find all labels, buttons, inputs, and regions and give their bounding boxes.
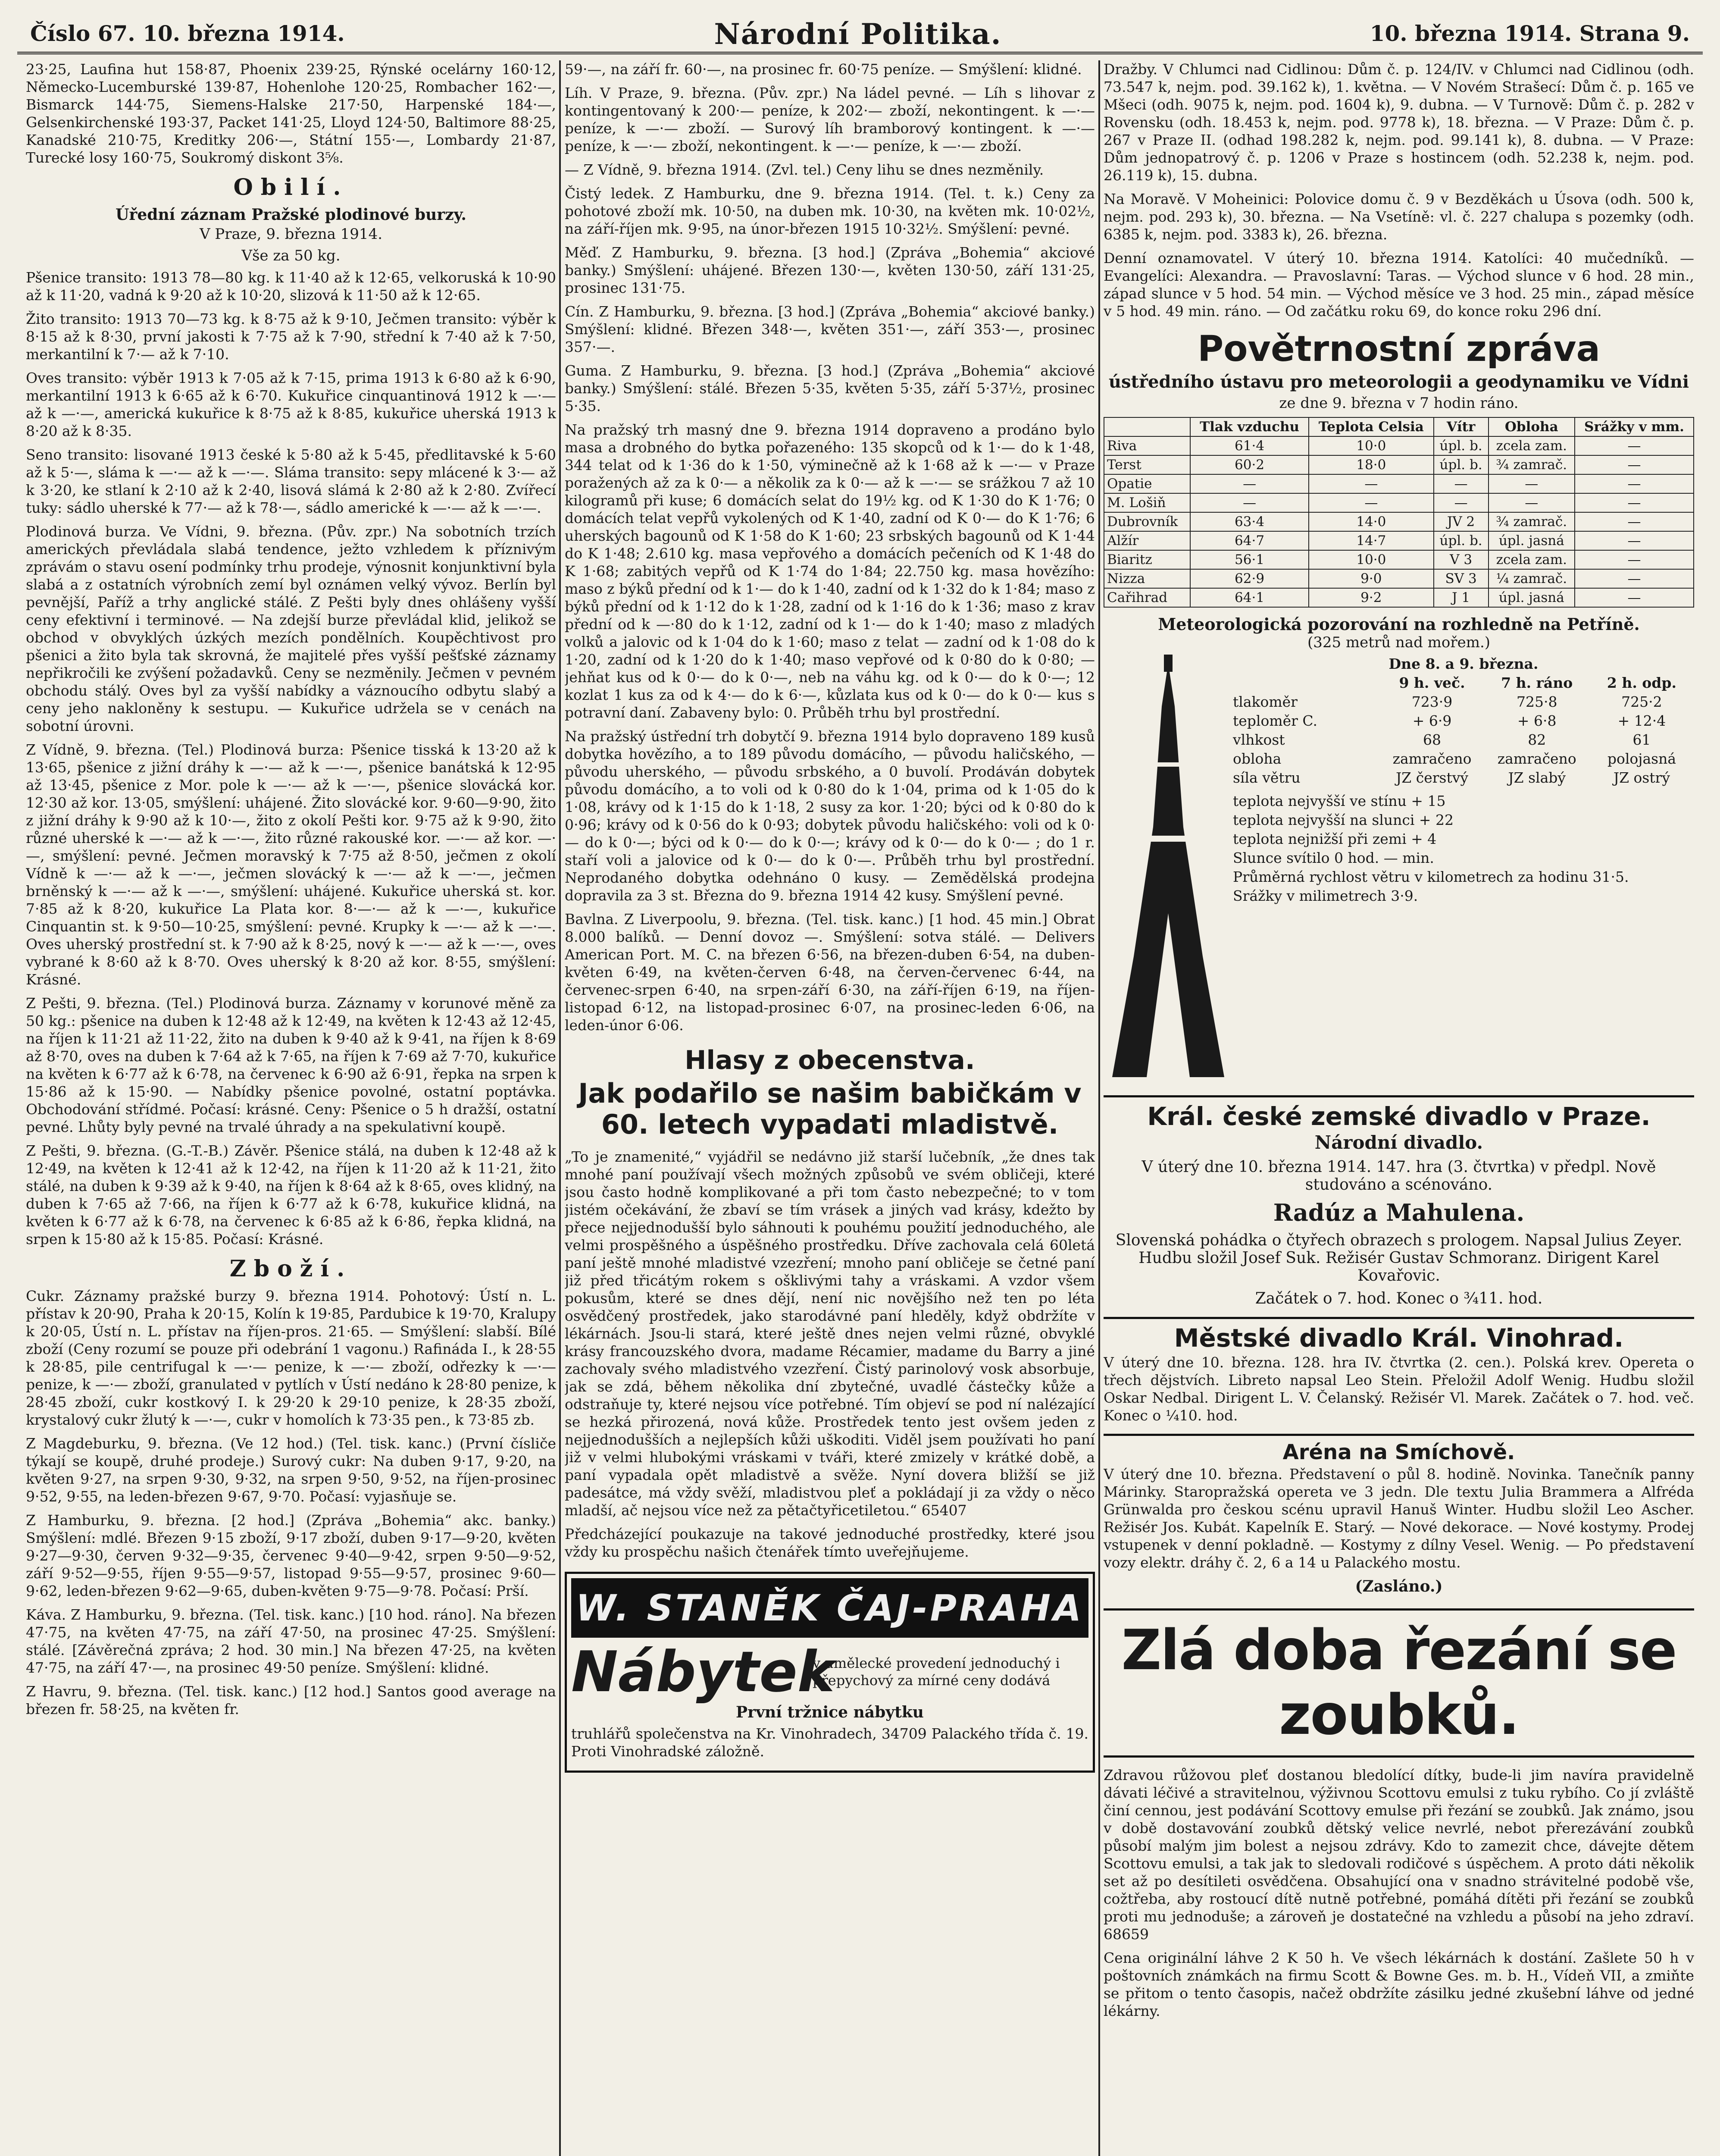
- article-paragraph: Na pražský ústřední trh dobytčí 9. března 1914 bylo dopraveno 189 kusů dobytka hovězího, a to 189 původu domácího, — původu haličského, — původu uherského, — původu srbského, a 0 buvolí. Prodáván dobytek původu domácího, a to voli od k 0·80 do k 1·04, prima od k 1·05 do k 1·08, krávy od k 1·15 do k 1·18, 2 susy za kor. 1·20; býci od k 0·80 do k 0·96; krávy od k 0·56 do k 0·93; dobytek původu haličského: voli od k 0·— do k 0·—; býci od k 0·— do k 0·—; krávy od k 0·— do k 0·— ; do 1 r. staří voli a jalovice od k 0·— do k 0·—. Průběh trhu byl prostřední. Neprodaného dobytka odehnáno 0 kusy. — Zemědělská prodejna dopravila za 3 st. Března do 9. března 1914 42 kusy. Smýšlení pevné.: [565, 728, 1095, 904]
- weather-row: [1104, 436, 1694, 455]
- weather-row: [1104, 474, 1694, 493]
- weather-cell: —: [1575, 550, 1694, 569]
- petrin-tower-illustration: [1104, 655, 1233, 1086]
- weather-column-header: [1104, 417, 1190, 436]
- weather-cell: 9·0: [1309, 569, 1434, 588]
- observation-note: Srážky v milimetrech 3·9.: [1233, 887, 1418, 904]
- observation-time: [1233, 674, 1379, 693]
- observation-note: Slunce svítilo 0 hod. — min.: [1233, 849, 1434, 866]
- advertisement-text: Cena originální láhve 2 K 50 h. Ve všech lékárnách k dostání. Zašlete 50 h v poštovních známkách na firmu Scott & Bowne Ges. m. b. H., Vídeň VII, a zmiňte se přitom o tento časopis, načež obdržíte zásilku jedné zkušební láhve od jedné lékárny.: [1104, 1949, 1694, 2019]
- weather-cell: —: [1434, 474, 1489, 493]
- article-paragraph: Káva. Z Hamburku, 9. března. (Tel. tisk. kanc.) [10 hod. ráno]. Na březen 47·75, na květen 47·75, na září 47·50, na prosinec 47·25. Smýšlení: stálé. [Závěrečná zpráva; 2 hod. 30 min.] Na březen 47·25, na květen 47·75, na září 47·—, na prosinec 49·50 peníze. Smýšlení: klidné.: [26, 1606, 556, 1676]
- column-right: [1104, 60, 1694, 2156]
- observation-value: zamračeno: [1497, 750, 1576, 767]
- theatre-name: Národní divadlo.: [1314, 1132, 1483, 1153]
- article-paragraph: 59·—, na září fr. 60·—, na prosinec fr. 60·75 peníze. — Smýšlení: klidné.: [565, 61, 1082, 78]
- weather-cell: —: [1489, 474, 1575, 493]
- weather-cell: SV 3: [1434, 569, 1489, 588]
- observation-row: [1233, 730, 1694, 749]
- weather-cell: 63·4: [1190, 512, 1309, 531]
- article-paragraph: Z Hamburku, 9. března. [2 hod.] (Zpráva „Bohemia“ akc. banky.) Smýšlení: mdlé. Březen 9·15 zboží, 9·17 zboží, duben 9·17—9·20, květen 9·27—9·30, červen 9·32—9·35, červenec 9·40—9·42, srpen 9·50—9·52, září 9·52—9·55, říjen 9·55—9·57, listopad 9·55—9·57, prosinec 9·60—9·62, leden-březen 9·62—9·65, duben-květen 9·75—9·78. Počasí: Prší.: [26, 1512, 556, 1599]
- article-paragraph: Líh. V Praze, 9. března. (Pův. zpr.) Na ládel pevné. — Líh s lihovar z kontingentovaný k 200·— peníze, k 202·— zboží, nekontingent. k —·— peníze, k —·— zboží. — Surový líh bramborový kontingent. k —·— peníze, k —·— zboží, nekontingent. k —·— peníze, k —·— zboží.: [565, 85, 1095, 154]
- weather-cell: úpl. jasná: [1489, 588, 1575, 607]
- article-paragraph: Seno transito: lisované 1913 české k 5·80 až k 5·45, předlitavské k 5·60 až k 5·—, sláma k —·— až k —·—. Sláma transito: sepy mlácené k 3·— až k 3·20, ke stlaní k 2·10 až k 2·40, lisová slámá k 2·80 až k 2·80. Zvířecí tuky: sádlo uherské k 77·— až k 78·—, sádlo americké k —·— až k —·—.: [26, 446, 556, 516]
- observation-row: [1233, 749, 1694, 768]
- weather-row: [1104, 550, 1694, 569]
- article-paragraph: „To je znamenité,“ vyjádřil se nedávno již starší lučebník, „že dnes tak mnohé paní používají všech možných způsobů ve svém obličeji, které jsou často hodně komplikované a při tom často nebezpečné; to v tom jistém očekávání, že zbaví se tím vrásek a jiných vad krásy, kdežto by přece nejjednodušší bylo sáhnouti k pouhému použití jednoduchého, ale velmi prospěšného a úspěšného prostředku. Dříve zachovala celá 60letá paní ještě mnohé mladistvé vzezření; mnoho paní obličeje se četné paní již před třicátým rokem s ošklivými tahy a vráskami. A vzdor všem pokusům, které se dnes dějí, není nic novějšího než ten po léta osvědčený prostředek, jako starodávné paní hleděly, když obdržíte v lékárnách. Jsou-li stará, které ještě dnes nejen velmi různé, obvyklé krásy francouzského dvora, madame Récamier, madame du Barry a jiné zachovaly svého mladistvého vzezření. Čistý parinolový vosk absorbuje, jak se zdá, během několika dní zbytečné, uvadlé částečky kůže a odstraňuje ty, které nejsou více potřebné. Tím objeví se pod ní nalézající se hezká přirozená, nová kůže. Prostředek tento jest ovšem jeden z nejjednodušších a nejlepších kůži uškoditi. Viděl jsem používati ho paní již v velmi hlubokými vráskami v tváři, které zmizely v krátké době, a paní vypadala opět mladistvě a svěže. Nyní dovera bližší se již padesátce, má vždy svěží, mladistvou pleť a pokládají ji za vždy o něco mladší, ač nejsou více než za pětačtyřicetiletou.“ 65407: [565, 1148, 1095, 1519]
- weather-cell: ¾ zamrač.: [1489, 512, 1575, 531]
- observation-value: JZ slabý: [1508, 769, 1566, 786]
- observation-time: 7 h. ráno: [1501, 674, 1573, 691]
- ad-address: truhlářů společenstva na Kr. Vinohradech, 34709 Palackého třída č. 19. Proti Vinohradské záložně.: [571, 1725, 1088, 1760]
- weather-report-subtitle: ústředního ústavu pro meteorologii a geodynamiku ve Vídni: [1108, 372, 1689, 392]
- article-paragraph: Z Havru, 9. března. (Tel. tisk. kanc.) [12 hod.] Santos good average na březen fr. 58·25, na květen fr.: [26, 1683, 556, 1717]
- article-paragraph: Z Vídně, 9. března. (Tel.) Plodinová burza: Pšenice tisská k 13·20 až k 13·65, pšenice z jižní dráhy k —·— až k —·—, pšenice banátská k 12·95 až 13·45, pšenice z Mor. pole k —·— až k —·—, pšenice slovácká kor. 12·30 až kor. 13·05, smýšlení: uhájené. Žito slovácké kor. 9·60—9·90, žito z jižní dráhy k 9·90 až k 10·—, žito z okolí Pešti kor. 9·75 až k 9·90, žito různé uherské k —·— až k —·—, žito různé rakouské kor. —·— až kor. —·—, smýšlení: pevné. Ječmen moravský k 7·75 až 8·50, ječmen z okolí Vídně k —·— až k —·—, ječmen slovácký k —·— až k —·—, ječmen brněnský k —·— až k —·—, smýšlení: uhájené. Kukuřice uherská st. kor. 7·85 až k 8·20, kukuřice La Plata kor. 8·—·— až k —·—, kukuřice Cinquantin st. k 9·50—10·25, smýšlení: pevné. Krupky k —·— až k —·—. Oves uherský prostřední st. k 7·90 až k 8·25, nový k —·— až k —·—, oves vybrané k 8·60 až k 8·70. Oves uherský k 8·20 až kor. 8·55, smýšlení: Krásné.: [26, 741, 556, 988]
- weather-report-title: Povětrnostní zpráva: [1198, 329, 1600, 370]
- article-paragraph: Guma. Z Hamburku, 9. března. [3 hod.] (Zpráva „Bohemia“ akciové banky.) Smýšlení: stálé. Březen 5·35, květen 5·35, září 5·37½, prosinec 5·35.: [565, 362, 1095, 414]
- observatory-title: Meteorologická pozorování na rozhledně na Petříně.: [1158, 614, 1640, 634]
- article-paragraph: Pšenice transito: 1913 78—80 kg. k 11·40 až k 12·65, velkoruská k 10·90 až k 11·20, vadná k 9·20 až k 10·20, slizová k 11·50 až k 12·65.: [26, 269, 556, 304]
- column-divider: [1098, 60, 1100, 2156]
- article-paragraph: Z Pešti, 9. března. (G.-T.-B.) Závěr. Pšenice stálá, na duben k 12·48 až k 12·49, na květen k 12·41 až k 12·42, na říjen k 11·20 až k 11·21, žito stálé, na duben k 9·39 až k 9·40, na říjen k 8·64 až k 8·65, oves klidný, na duben k 7·65 až 7·66, na říjen k 6·77 až k 6·78, kukuřice klidná, na květen k 6·77 až k 6·78, na červenec k 6·85 až k 6·86, řepka klidná, na srpen k 15·80 až k 15·85. Počasí: Krásné.: [26, 1142, 556, 1247]
- weather-cell: —: [1309, 474, 1434, 493]
- arena-program: V úterý dne 10. března. Představení o půl 8. hodině. Novinka. Tanečník panny Márinky. Staropražská opereta ve 3 jedn. Dle textu Julia Brammera a Alfréda Grünwalda pro českou scénu upravil Hanuš Winter. Hudbu složil Leo Ascher. Režisér Jos. Kubát. Kapelník E. Starý. — Nové dekorace. — Nové kostymy. Prodej vstupenek v denní pokladně. — Kostymy z dílny Vesel. Wenig. — Po představení vozy elektr. dráhy č. 2, 6 a 14 u Palackého mostu.: [1104, 1466, 1694, 1571]
- weather-row: [1104, 588, 1694, 607]
- weather-cell: —: [1434, 493, 1489, 512]
- article-paragraph: Z Magdeburku, 9. března. (Ve 12 hod.) (Tel. tisk. kanc.) (První čísliče týkají se koupě, druhé prodeje.) Surový cukr: Na duben 9·17, 9·20, na květen 9·27, na srpen 9·30, 9·32, na srpen 9·50, 9·52, na říjen-prosinec 9·52, 9·55, na leden-březen 9·67, 9·70. Počasí: vyjasňuje se.: [26, 1435, 556, 1505]
- weather-cell: úpl. b.: [1434, 436, 1489, 455]
- page-number: 10. března 1914. Strana 9.: [1370, 21, 1690, 46]
- observatory-subtitle: (325 metrů nad mořem.): [1307, 634, 1491, 651]
- weather-cell: —: [1309, 493, 1434, 512]
- weather-cell: 14·7: [1309, 531, 1434, 550]
- observation-row: [1233, 693, 1694, 711]
- weather-cell: 14·0: [1309, 512, 1434, 531]
- weather-table: [1104, 417, 1694, 608]
- observation-value: + 6·8: [1517, 712, 1557, 729]
- weather-cell: V 3: [1434, 550, 1489, 569]
- weather-row: [1104, 569, 1694, 588]
- weather-report-date: ze dne 9. března v 7 hodin ráno.: [1279, 395, 1519, 412]
- article-paragraph: Dražby. V Chlumci nad Cidlinou: Dům č. p. 124/IV. v Chlumci nad Cidlinou (odh. 73.547 k, nejm. pod. 39.162 k), 1. května. — V Novém Strašecí: Dům č. p. 165 ve Mšeci (odh. 9075 k, nejm. pod. 1604 k), 9. dubna. — V Turnově: Dům č. p. 282 v Rovensku (odh. 18.453 k, nejm. pod. 9778 k), 18. března. — V Praze: Dům č. p. 267 v Praze II. (odhad 198.282 k, nejm. pod. 99.141 k), 8. dubna. — V Praze: Dům jednopatrový č. p. 1206 v Praze s hostincem (odh. 52.238 k, nejm. pod. 26.119 k), 15. dubna.: [1104, 61, 1694, 184]
- play-title: Radúz a Mahulena.: [1273, 1199, 1525, 1226]
- weather-column-header: Obloha: [1489, 417, 1575, 436]
- weather-cell: 9·2: [1309, 588, 1434, 607]
- weather-cell: M. Lošiň: [1104, 493, 1190, 512]
- observation-value: JZ ostrý: [1613, 769, 1670, 786]
- weather-cell: Biaritz: [1104, 550, 1190, 569]
- weather-cell: 60·2: [1190, 455, 1309, 474]
- weather-row: [1104, 512, 1694, 531]
- weather-cell: Nizza: [1104, 569, 1190, 588]
- weather-cell: Cařihrad: [1104, 588, 1190, 607]
- article-paragraph: Bavlna. Z Liverpoolu, 9. března. (Tel. tisk. kanc.) [1 hod. 45 min.] Obrat 8.000 balíků. — Denní dovoz —. Smýšlení: sotva stálé. — Delivers American Port. M. C. na březen 6·56, na březen-duben 6·54, na duben-květen 6·49, na květen-červen 6·48, na červen-červenec 6·44, na červenec-srpen 6·40, na srpen-září 6·30, na září-říjen 6·19, na říjen-listopad 6·12, na listopad-prosinec 6·07, na prosinec-leden 6·06, na leden-únor 6·06.: [565, 911, 1095, 1034]
- weather-cell: Dubrovník: [1104, 512, 1190, 531]
- theatre-program: V úterý dne 10. března. 128. hra IV. čtvrtka (2. cen.). Polská krev. Opereta o třech dějstvích. Libreto napsal Leo Stein. Přeložil Adolf Wenig. Hudbu složil Oskar Nedbal. Dirigent L. V. Čelanský. Režisér Vl. Marek. Začátek o 7. hod. več. Konec o ¼10. hod.: [1104, 1354, 1694, 1424]
- weather-cell: —: [1575, 588, 1694, 607]
- weather-row: [1104, 493, 1694, 512]
- section-heading-grain: Obilí.: [233, 174, 349, 201]
- observation-value: JZ čerstvý: [1396, 769, 1468, 786]
- weather-cell: —: [1190, 493, 1309, 512]
- weather-cell: 61·4: [1190, 436, 1309, 455]
- article-paragraph: Cukr. Záznamy pražské burzy 9. března 1914. Pohotový: Ústí n. L. přístav k 20·90, Praha k 20·15, Kolín k 19·85, Pardubice k 19·70, Kralupy k 20·05, Ústí n. L. přístav na říjen-pros. 21·65. — Smýšlení: slabší. Bílé zboží (Ceny rozumí se pouze při odebrání 1 vagonu.) Rafináda I., k 28·55 k 28·85, pile centrifugal k —·— penize, k —·— zboží, odřezky k —·— penize, k —·— zboží, granulated v pytlích v Ústí nedáno k 28·80 penize, k 28·45 zboží, cukr kostkový I. k 29·20 k 29·10 penize, k 28·35 zboží, krystalový cukr žlutý k —·—, cukr v homolích k 73·35 pen., k 73·85 zb.: [26, 1288, 556, 1428]
- observation-value: obloha: [1233, 750, 1282, 767]
- masthead: Národní Politika.: [714, 17, 1002, 51]
- article-paragraph: Na pražský trh masný dne 9. března 1914 dopraveno a prodáno bylo masa a drobného do bytka pořazeného: 135 skopců od k 1·— do k 1·48, 344 telat od k 1·36 do k 1·50, výminečně až k 1·68 až k —·— v Praze poražených až za k 0·— a několik za k 0·— až k —·— se srážkou 7 až 10 kilogramů při kuse; 6 domácích selat do 19½ kg. od K 1·30 do K 1·76; 0 domácích telat vepřů vykolených od K 1·40, zadní od K 0·— do K 1·76; 6 uherských bagounů od K 1·58 do K 1·60; 23 srbských bagounů od K 1·44 do K 1·48; 2.610 kg. masa vepřového a domácích pečeních od K 1·48 do K 1·68; zabitých vepřů od K 1·74 do 1·84; 22.750 kg. masa hovězího: maso z býků přední od k 1·— do k 1·40, zadní od k 1·32 do k 1·84; maso z býků přední od k 1·12 do k 1·28, zadní od k 1·16 do k 1·36; maso z krav přední od k —·80 do k 1·12, zadní od k 1·— do k 1·40; maso z mladých volků a jalovic od k 1·04 do k 1·60; maso z telat — zadní od k 1·08 do k 1·20, zadní od k 1·20 do k 1·40; maso vepřové od k 0·80 do k 0·80; — jehňat kus od k 0·— do k 0·—, neb na váhu kg. od k 0·— do k 0·—; 12 kozlat 1 kus za od k 4·— do k 6·—, kůzlata kus od k 0·— do k 0·— kus s potravní daní. Zabaveny bylo: 0. Průběh trhu byl prostřední.: [565, 421, 1095, 721]
- play-times: Začátek o 7. hod. Konec o ¾11. hod.: [1255, 1290, 1543, 1307]
- observation-value: 68: [1423, 731, 1442, 748]
- page-header: [17, 13, 1703, 54]
- weather-cell: —: [1489, 493, 1575, 512]
- weather-cell: 18·0: [1309, 455, 1434, 474]
- weather-column-header: Teplota Celsia: [1309, 417, 1434, 436]
- article-paragraph: Z Pešti, 9. března. (Tel.) Plodinová burza. Záznamy v korunové měně za 50 kg.: pšenice na duben k 12·48 až k 12·49, na květen k 12·43 až 12·45, na říjen k 11·21 až 11·22, žito na duben k 9·40 až k 9·41, na říjen k 8·69 až 8·70, oves na duben k 7·64 až k 7·65, na říjen k 7·69 až 7·70, kukuřice na květen k 6·77 až k 6·78, na červenec k 6·90 až 6·91, řepka na srpen k 15·86 až k 15·90. — Nabídky pšenice povolné, ostatní poptávka. Obchodování střídmé. Počasí: krásné. Ceny: Pšenice o 5 h dražší, ostatní pevné. Lhůty byly pevné na trvalé úhrady a na spekulativní koupě.: [26, 995, 556, 1135]
- grain-report-unit: Vše za 50 kg.: [241, 247, 341, 264]
- section-heading-readers: Hlasy z obecenstva.: [685, 1045, 975, 1075]
- observation-time: 2 h. odp.: [1607, 674, 1676, 691]
- observation-value: síla větru: [1233, 769, 1301, 786]
- observation-row: [1233, 768, 1694, 787]
- observation-row: [1233, 711, 1694, 730]
- weather-column-header: Srážky v mm.: [1575, 417, 1694, 436]
- weather-cell: JV 2: [1434, 512, 1489, 531]
- scott-emulsion-headline: Zlá doba řezání se zoubků.: [1104, 1608, 1694, 1758]
- weather-cell: —: [1190, 474, 1309, 493]
- column-left: [26, 60, 556, 2156]
- stock-quotes: 23·25, Laufina hut 158·87, Phoenix 239·25, Rýnské ocelárny 160·12, Německo-Lucemburské 139·87, Hohenlohe 120·25, Rombacher 162·—, Bismarck 144·75, Siemens-Halske 217·50, Harpenské 184·—, Gelsenkirchenské 193·37, Packet 141·25, Lloyd 124·50, Baltimore 88·25, Kanadské 210·75, Kreditky 206·—, Státní 155·—, Lombardy 21·87, Turecké losy 160·75, Soukromý diskont 3⅝.: [26, 61, 556, 166]
- weather-cell: —: [1575, 493, 1694, 512]
- column-middle: [565, 60, 1095, 2156]
- weather-column-header: Vítr: [1434, 417, 1489, 436]
- article-paragraph: Oves transito: výběr 1913 k 7·05 až k 7·15, prima 1913 k 6·80 až k 6·90, merkantilní 1913 k 6·65 až k 6·70. Kukuřice cinquantinová 1912 k —·— až k —·—, americká kukuřice k 8·75 až k 8·85, kukuřice uherská 1913 k 8·20 až k 8·35.: [26, 370, 556, 439]
- observation-value: zamračeno: [1392, 750, 1472, 767]
- grain-report-date: V Praze, 9. března 1914.: [199, 226, 383, 243]
- observation-note: Průměrná rychlost větru v kilometrech za hodinu 31·5.: [1233, 868, 1629, 885]
- section-heading-goods: Zboží.: [229, 1256, 353, 1282]
- observation-value: 723·9: [1411, 693, 1453, 710]
- observation-value: 61: [1632, 731, 1651, 748]
- weather-cell: úpl. b.: [1434, 531, 1489, 550]
- article-paragraph: — Z Vídně, 9. března 1914. (Zvl. tel.) Ceny lihu se dnes nezměnily.: [565, 161, 1044, 178]
- article-headline: Jak podařilo se našim babičkám v 60. letech vypadati mladistvě.: [578, 1078, 1082, 1140]
- weather-cell: 10·0: [1309, 550, 1434, 569]
- observatory-date: Dne 8. a 9. března.: [1389, 655, 1539, 672]
- sent-in-notice: (Zasláno.): [1355, 1577, 1443, 1595]
- weather-cell: 64·1: [1190, 588, 1309, 607]
- observation-value: vlhkost: [1233, 731, 1285, 748]
- article-paragraph: Na Moravě. V Moheinici: Polovice domu č. 9 v Bezděkách u Úsova (odh. 500 k, nejm. pod. 293 k), 30. března. — Na Vsetíně: vl. č. 227 chalupa s pozemky (odh. 6385 k, nejm. pod. 3383 k), 26. března.: [1104, 191, 1694, 243]
- weather-row: [1104, 531, 1694, 550]
- weather-cell: Opatie: [1104, 474, 1190, 493]
- observation-value: teploměr C.: [1233, 712, 1317, 729]
- article-paragraph: Plodinová burza. Ve Vídni, 9. března. (Pův. zpr.) Na sobotních trzích amerických převládala slabá tendence, ježto vzhledem k příznivým zprávám o stavu osení podmínky trhu prodeje, výnosnit konjunktivní byla slabá a z ostatních výrobních zemí byl oznámen velký vývoz. Berlín byl pevnější, Paříž a trhy anglické stálé. Z Pešti byly dnes ohlášeny vyšší ceny efektivní i terminové. — Na zdejší burze převládal klid, jelikož se obchod v obvyklých úzkých mezích pondělních. Koupěchtivost pro pšenici a žito byla tak skrovná, že majitelé přes vyšší pešťské záznamy nepřikročili ke zvýšení požadavků. Ceny se nezměnily. Ječmen v pevném obchodu stálý. Oves byl za vyšší nabídky a váznoucího odbytu slabý a ceny jeho nakloněny k sestupu. — Kukuřice udržela se v cenách na sobotní úrovni.: [26, 523, 556, 734]
- weather-cell: 64·7: [1190, 531, 1309, 550]
- arena-heading: Aréna na Smíchově.: [1104, 1434, 1694, 1464]
- weather-cell: —: [1575, 436, 1694, 455]
- weather-cell: úpl. jasná: [1489, 531, 1575, 550]
- weather-cell: —: [1575, 531, 1694, 550]
- weather-cell: Terst: [1104, 455, 1190, 474]
- article-paragraph: Čistý ledek. Z Hamburku, dne 9. března 1914. (Tel. t. k.) Ceny za pohotové zboží mk. 10·50, na duben mk. 10·30, na květen mk. 10·02½, na září-říjen mk. 9·95, na únor-březen 1915 10·32½. Smýšlení: pevné.: [565, 185, 1095, 237]
- weather-cell: 56·1: [1190, 550, 1309, 569]
- article-paragraph: Měď. Z Hamburku, 9. března. [3 hod.] (Zpráva „Bohemia“ akciové banky.) Smýšlení: uhájené. Březen 130·—, květen 130·50, září 131·25, prosinec 131·75.: [565, 244, 1095, 296]
- weather-cell: J 1: [1434, 588, 1489, 607]
- weather-cell: ¼ zamrač.: [1489, 569, 1575, 588]
- observation-note: teplota nejvyšší na slunci + 22: [1233, 812, 1454, 828]
- observation-value: polojasná: [1607, 750, 1676, 767]
- theatre-vinohrady-heading: Městské divadlo Král. Vinohrad.: [1104, 1317, 1694, 1353]
- play-credits: Slovenská pohádka o čtyřech obrazech s prologem. Napsal Julius Zeyer. Hudbu složil Josef Suk. Režisér Gustav Schmoranz. Dirigent Karel Kovařovic.: [1115, 1232, 1682, 1285]
- weather-cell: Alžír: [1104, 531, 1190, 550]
- observation-value: + 12·4: [1617, 712, 1666, 729]
- observation-value: 725·8: [1516, 693, 1557, 710]
- weather-row: [1104, 455, 1694, 474]
- ad-headline: Nábytek: [571, 1639, 835, 1705]
- observation-note: teplota nejvyšší ve stínu + 15: [1233, 793, 1446, 809]
- weather-cell: —: [1575, 569, 1694, 588]
- weather-cell: 10·0: [1309, 436, 1434, 455]
- article-paragraph: Předcházející poukazuje na takové jednoduché prostředky, které jsou vždy ku prospěchu našich čtenářek tímto uveřejňujeme.: [565, 1526, 1095, 1560]
- grain-report-title: Úřední záznam Pražské plodinové burzy.: [116, 206, 466, 224]
- weather-cell: úpl. b.: [1434, 455, 1489, 474]
- article-paragraph: Žito transito: 1913 70—73 kg. k 8·75 až k 9·10, Ječmen transito: výběr k 8·15 až k 8·30, první jakosti k 7·75 až k 7·90, střední k 7·40 až k 7·50, merkantilní k 7·— až k 7·10.: [26, 310, 556, 363]
- weather-column-header: Tlak vzduchu: [1190, 417, 1309, 436]
- observation-note: teplota nejnižší při zemi + 4: [1233, 830, 1437, 847]
- issue-number: Číslo 67. 10. března 1914.: [30, 21, 345, 46]
- observation-value: 82: [1528, 731, 1546, 748]
- observation-value: tlakoměr: [1233, 693, 1298, 710]
- observation-time: 9 h. več.: [1399, 674, 1465, 691]
- weather-cell: 62·9: [1190, 569, 1309, 588]
- furniture-advertisement: [565, 1572, 1095, 1773]
- column-divider: [559, 60, 561, 2156]
- theatre-program: V úterý dne 10. března 1914. 147. hra (3. čtvrtka) v předpl. Nově studováno a scénováno.: [1141, 1158, 1656, 1194]
- tea-advert-banner: W. STANĚK ČAJ-PRAHA: [571, 1578, 1088, 1638]
- weather-cell: —: [1575, 474, 1694, 493]
- theatre-national-heading: Král. české zemské divadlo v Praze.: [1104, 1095, 1694, 1131]
- weather-cell: zcela zam.: [1489, 550, 1575, 569]
- ad-description: v umělecké provedení jednoduchý i přepychový za mírné ceny dodává: [813, 1655, 1060, 1689]
- ad-subtitle: První tržnice nábytku: [736, 1703, 924, 1721]
- daily-notice: Denní oznamovatel. V úterý 10. března 1914. Katolíci: 40 mučedníků. — Evangelíci: Alexandra. — Pravoslavní: Taras. — Východ slunce v 6 hod. 28 min., západ slunce v 5 hod. 54 min. — Východ měsíce ve 3 hod. 25 min., západ měsíce v 5 hod. 49 min. ráno. — Od začátku roku 69, do konce roku 296 dní.: [1104, 250, 1694, 320]
- weather-cell: ¾ zamrač.: [1489, 455, 1575, 474]
- weather-cell: —: [1575, 512, 1694, 531]
- observation-value: 725·2: [1621, 693, 1662, 710]
- advertisement-text: Zdravou růžovou pleť dostanou bledolící dítky, bude-li jim navíra pravidelně dávati léčivé a stravitelnou, výživnou Scottovu emulsi z tuku rybího. Co jí zvláště činí cennou, jest podávání Scottovy emulse při řezání se zoubků. Jak známo, jsou v době dostavování zoubků dětský velice nevrlé, nebot přerezávání zoubků působí malým jim bolest a nejsou zdrávy. Kdo to zamezit chce, dávejte dětem Scottovu emulsi, a tak jak to sledovali rodičové s úspěchem. A proto dáti několik set až po desítileti osvědčena. Obsahující ona v snadno strávitelné podobě vše, cožtřeba, aby rostoucí dítě nutně potřebné, pomáhá dítěti při řezání se zoubků proti mu jednoduše; a zároveň je dostatečné na vzhledu a působí na jeho zdraví. 68659: [1104, 1767, 1694, 1943]
- weather-cell: —: [1575, 455, 1694, 474]
- newspaper-page: [17, 13, 1703, 2156]
- observation-value: + 6·9: [1412, 712, 1452, 729]
- weather-cell: Riva: [1104, 436, 1190, 455]
- article-paragraph: Cín. Z Hamburku, 9. března. [3 hod.] (Zpráva „Bohemia“ akciové banky.) Smýšlení: klidné. Březen 348·—, květen 351·—, září 353·—, prosinec 357·—.: [565, 303, 1095, 355]
- weather-cell: zcela zam.: [1489, 436, 1575, 455]
